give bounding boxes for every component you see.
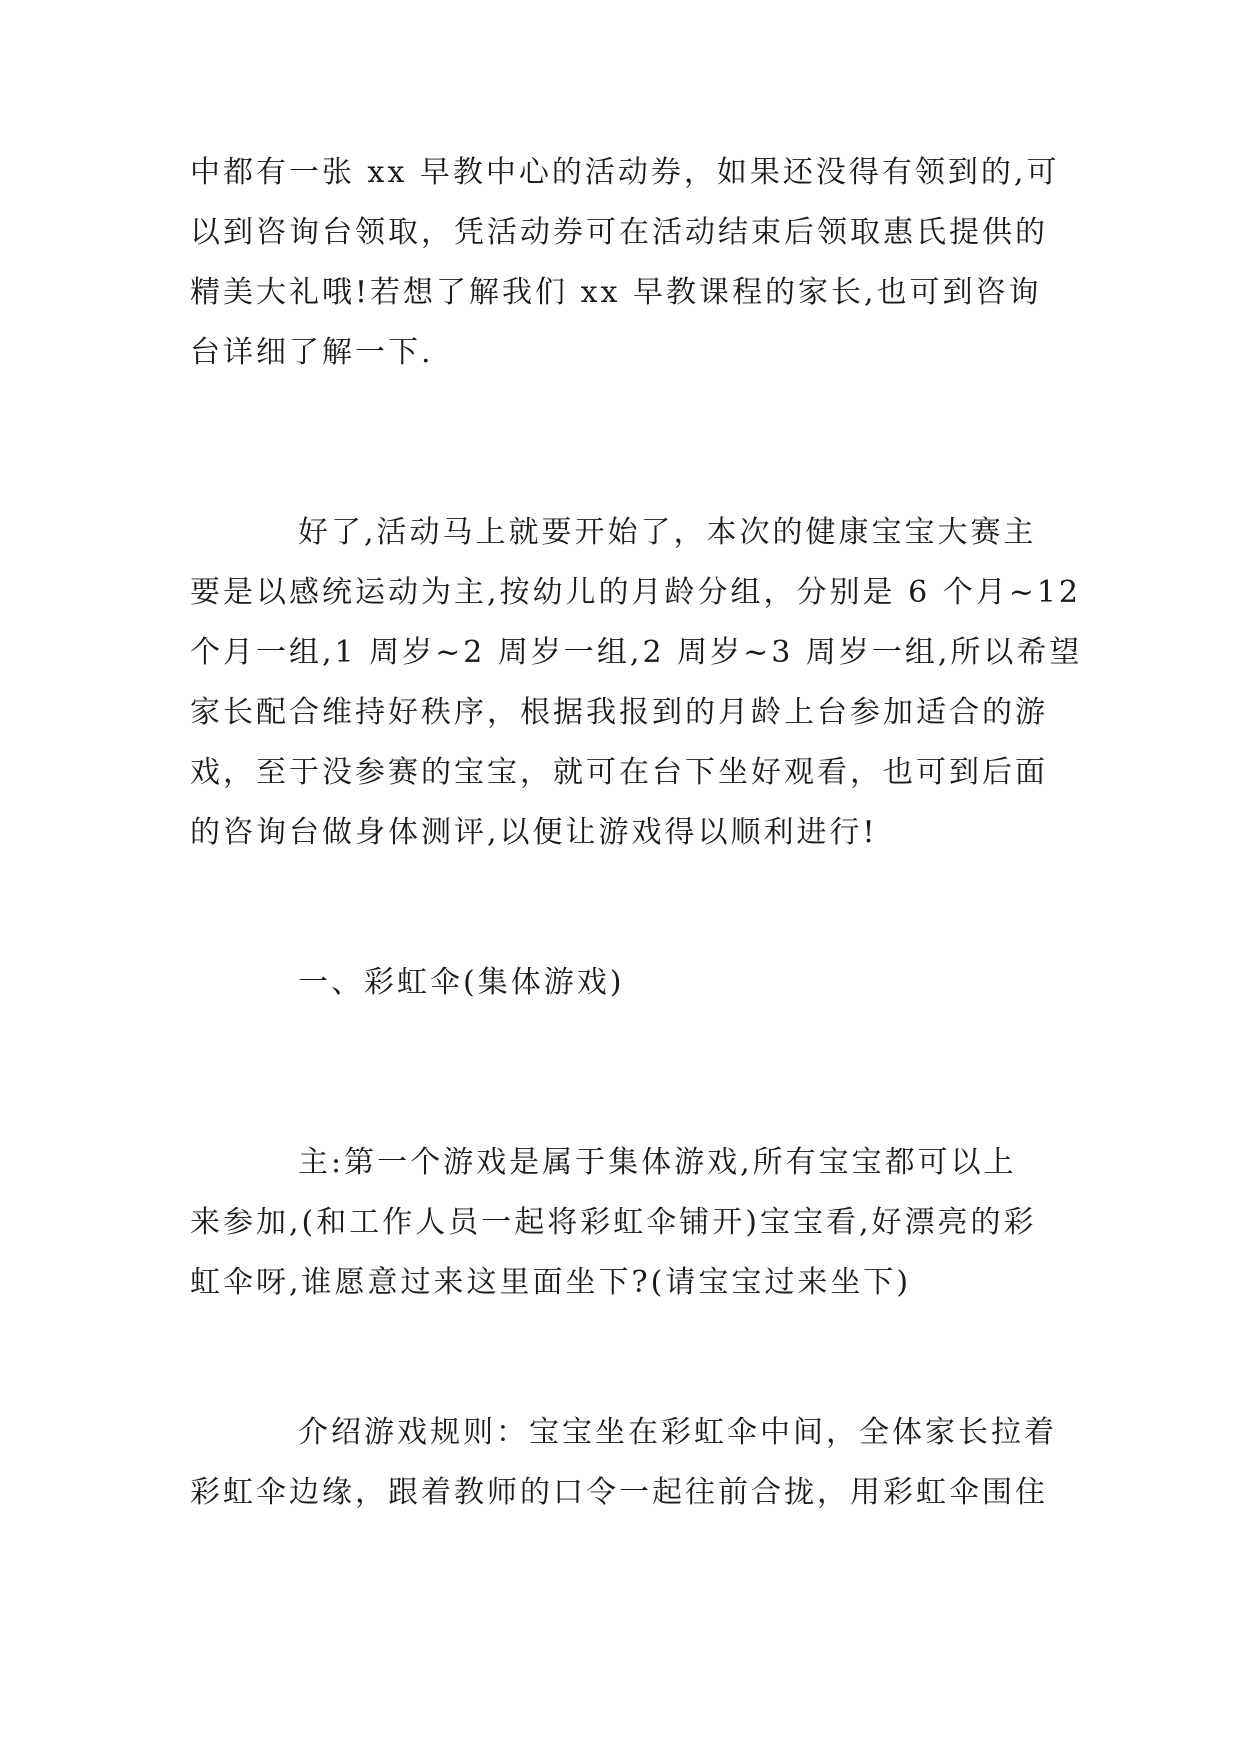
section-heading-rainbow-umbrella (190, 953, 1060, 1013)
paragraph-activity-start (190, 503, 1083, 863)
text-line: 要是以感统运动为主,按幼儿的月龄分组，分别是 6 个月~12 (190, 575, 1082, 610)
paragraph-host-intro (190, 1133, 1060, 1313)
text-line: 台详细了解一下. (190, 335, 434, 370)
paragraph-event-coupon (190, 143, 1060, 383)
text-line: 介绍游戏规则：宝宝坐在彩虹伞中间，全体家长拉着 (298, 1415, 1057, 1450)
text-line: 虹伞呀,谁愿意过来这里面坐下?(请宝宝过来坐下) (190, 1265, 912, 1300)
text-line: 来参加,(和工作人员一起将彩虹伞铺开)宝宝看,好漂亮的彩 (190, 1205, 1037, 1240)
paragraph-game-rules (190, 1403, 1060, 1523)
text-line: 主:第一个游戏是属于集体游戏,所有宝宝都可以上 (298, 1145, 1017, 1180)
text-line: 彩虹伞边缘，跟着教师的口令一起往前合拢，用彩虹伞围住 (190, 1475, 1048, 1510)
text-line: 好了,活动马上就要开始了，本次的健康宝宝大赛主 (298, 515, 1037, 550)
text-line: 家长配合维持好秩序，根据我报到的月龄上台参加适合的游 (190, 695, 1048, 730)
section-heading: 一、彩虹伞(集体游戏) (298, 965, 625, 1000)
text-line: 戏，至于没参赛的宝宝，就可在台下坐好观看，也可到后面 (190, 755, 1048, 790)
text-line: 精美大礼哦!若想了解我们 xx 早教课程的家长,也可到咨询 (190, 275, 1042, 310)
text-line: 个月一组,1 周岁~2 周岁一组,2 周岁~3 周岁一组,所以希望 (190, 635, 1083, 670)
text-line: 的咨询台做身体测评,以便让游戏得以顺利进行! (190, 815, 878, 850)
text-line: 中都有一张 xx 早教中心的活动券，如果还没得有领到的,可 (190, 155, 1060, 190)
text-line: 以到咨询台领取，凭活动券可在活动结束后领取惠氏提供的 (190, 215, 1048, 250)
